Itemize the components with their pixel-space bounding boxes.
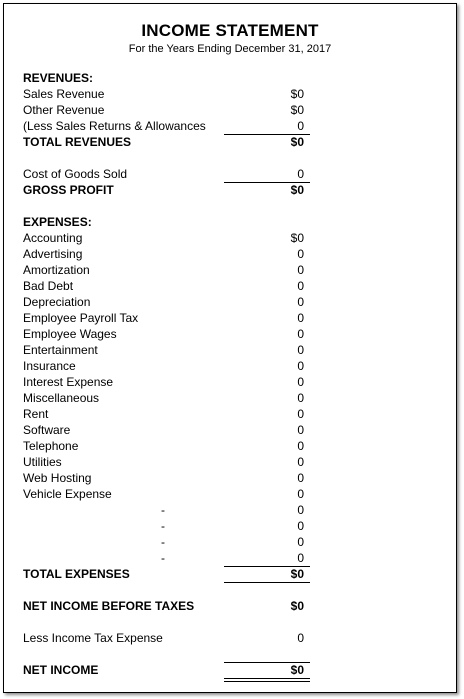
- line-item: [4, 278, 456, 294]
- line-item-value: 0: [297, 519, 304, 533]
- line-item-value: $0: [290, 87, 304, 101]
- line-item: [4, 486, 456, 502]
- line-item-value: 0: [297, 359, 304, 373]
- total-revenues-value: $0: [290, 135, 304, 149]
- line-item: [4, 294, 456, 310]
- income-statement-sheet: [3, 3, 457, 693]
- line-item-label: Interest Expense: [23, 375, 114, 389]
- line-item: [4, 454, 456, 470]
- line-item-value: 0: [297, 295, 304, 309]
- line-item-value: 0: [297, 503, 304, 517]
- line-item: [4, 326, 456, 342]
- line-item: [4, 438, 456, 454]
- line-item-value: 0: [297, 439, 304, 453]
- line-item: [4, 374, 456, 390]
- statement-subtitle: For the Years Ending December 31, 2017: [128, 43, 332, 55]
- net-income-value: $0: [290, 663, 304, 677]
- line-item: [4, 470, 456, 486]
- line-item-value: 0: [297, 535, 304, 549]
- net-before-taxes-value: $0: [290, 599, 304, 613]
- line-item-label: Software: [23, 423, 71, 437]
- line-item-value: $0: [290, 103, 304, 117]
- total-expenses-label: TOTAL EXPENSES: [23, 567, 130, 581]
- income-tax-value: 0: [297, 631, 304, 645]
- blank-line-item: [4, 534, 456, 550]
- revenues-heading: REVENUES:: [23, 71, 94, 85]
- blank-line-label: -: [161, 503, 165, 517]
- line-item-label: Insurance: [23, 359, 76, 373]
- line-item-value: 0: [297, 455, 304, 469]
- line-item-label: Sales Revenue: [23, 87, 105, 101]
- net-income-label: NET INCOME: [23, 663, 99, 677]
- blank-line-label: -: [161, 551, 165, 565]
- blank-line-label: -: [161, 519, 165, 533]
- line-item-label: Rent: [23, 407, 49, 421]
- line-item-label: Depreciation: [23, 295, 91, 309]
- total-revenues-label: TOTAL REVENUES: [23, 135, 132, 149]
- line-item-label: Employee Wages: [23, 327, 117, 341]
- cogs-value: 0: [297, 167, 304, 181]
- line-item-label: Advertising: [23, 247, 83, 261]
- line-item: [4, 310, 456, 326]
- subtotal-rule: [224, 582, 310, 583]
- line-item-value: 0: [297, 487, 304, 501]
- statement-title: INCOME STATEMENT: [141, 21, 319, 40]
- blank-line-label: -: [161, 535, 165, 549]
- gross-profit-value: $0: [290, 183, 304, 197]
- blank-line-item: [4, 550, 456, 566]
- expenses-heading: EXPENSES:: [23, 215, 92, 229]
- line-item: [4, 246, 456, 262]
- line-item: [4, 342, 456, 358]
- line-item-label: Web Hosting: [23, 471, 92, 485]
- line-item-value: 0: [297, 279, 304, 293]
- line-item-label: Other Revenue: [23, 103, 105, 117]
- net-before-taxes-label: NET INCOME BEFORE TAXES: [23, 599, 195, 613]
- line-item-label: Utilities: [23, 455, 62, 469]
- income-tax-row: [4, 630, 456, 646]
- line-item-label: Miscellaneous: [23, 391, 100, 405]
- net-before-taxes-row: [4, 598, 456, 614]
- income-tax-label: Less Income Tax Expense: [23, 631, 163, 645]
- line-item-value: $0: [290, 231, 304, 245]
- line-item-label: Bad Debt: [23, 279, 74, 293]
- line-item-value: 0: [297, 247, 304, 261]
- gross-profit-row: [4, 182, 456, 198]
- line-item-value: 0: [297, 407, 304, 421]
- line-item: [4, 422, 456, 438]
- expenses-heading-row: [4, 214, 456, 230]
- line-item-label: Entertainment: [23, 343, 98, 357]
- blank-line-item: [4, 502, 456, 518]
- line-item-label: Accounting: [23, 231, 83, 245]
- line-item-value: 0: [297, 423, 304, 437]
- total-revenues-row: [4, 134, 456, 150]
- blank-line-item: [4, 518, 456, 534]
- line-item: [4, 102, 456, 118]
- total-expenses-value: $0: [290, 567, 304, 581]
- line-item: [4, 86, 456, 102]
- line-item-value: 0: [297, 471, 304, 485]
- line-item: [4, 118, 456, 134]
- line-item-value: 0: [297, 391, 304, 405]
- line-item: [4, 230, 456, 246]
- line-item-label: Amortization: [23, 263, 90, 277]
- cogs-label: Cost of Goods Sold: [23, 167, 128, 181]
- line-item-label: Vehicle Expense: [23, 487, 112, 501]
- net-income-row: [4, 662, 456, 678]
- cogs-row: [4, 166, 456, 182]
- line-item-value: 0: [297, 311, 304, 325]
- line-item-value: 0: [297, 327, 304, 341]
- total-expenses-row: [4, 566, 456, 582]
- line-item: [4, 262, 456, 278]
- line-item-value: 0: [297, 343, 304, 357]
- line-item: [4, 406, 456, 422]
- line-item: [4, 358, 456, 374]
- line-item-label: (Less Sales Returns & Allowances: [23, 119, 206, 133]
- double-underline: [224, 678, 310, 682]
- gross-profit-label: GROSS PROFIT: [23, 183, 114, 197]
- line-item-value: 0: [297, 263, 304, 277]
- line-item-label: Telephone: [23, 439, 79, 453]
- line-item-value: 0: [297, 119, 304, 133]
- revenues-heading-row: [4, 70, 456, 86]
- line-item-label: Employee Payroll Tax: [23, 311, 139, 325]
- line-item-value: 0: [297, 551, 304, 565]
- line-item-value: 0: [297, 375, 304, 389]
- line-item: [4, 390, 456, 406]
